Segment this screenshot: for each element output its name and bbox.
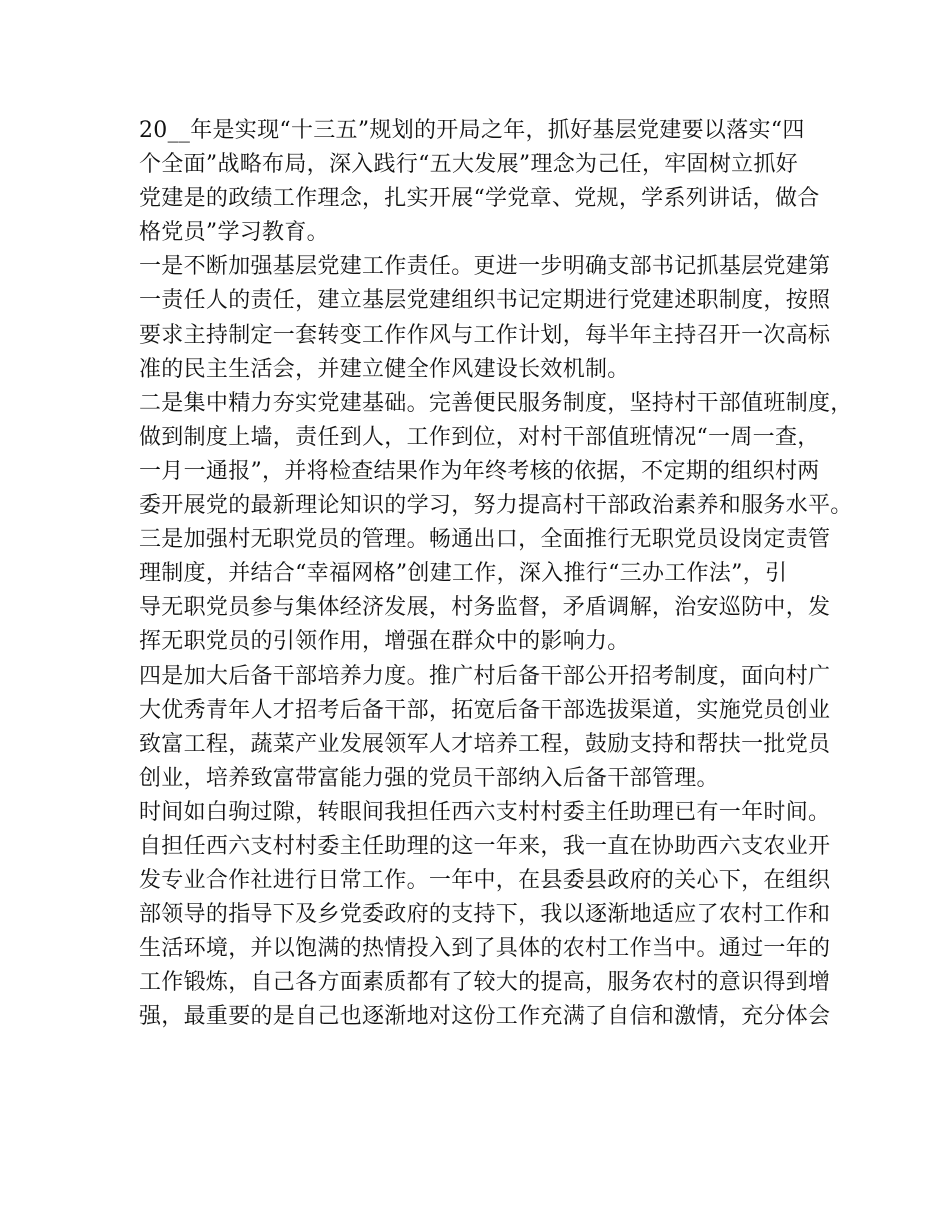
text-line: 创业，培养致富带富能力强的党员干部纳入后备干部管理。 (139, 765, 719, 791)
text-line: 四是加大后备干部培养力度。推广村后备干部公开招考制度，面向村广 (139, 663, 831, 689)
document-body (139, 114, 853, 1035)
text-line: 20__年是实现“十三五”规划的开局之年，抓好基层党建要以落实“四 (139, 118, 805, 143)
text-line: 一是不断加强基层党建工作责任。更进一步明确支部书记抓基层党建第 (139, 254, 831, 280)
text-line: 格党员”学习教育。 (139, 220, 329, 246)
text-line: 生活环境，并以饱满的热情投入到了具体的农村工作当中。通过一年的 (139, 936, 831, 962)
text-line: 部领导的指导下及乡党委政府的支持下，我以逐渐地适应了农村工作和 (139, 902, 831, 928)
text-line: 时间如白驹过隙，转眼间我担任西六支村村委主任助理已有一年时间。 (139, 799, 831, 825)
text-line: 党建是的政绩工作理念，扎实开展“学党章、党规，学系列讲话，做合 (139, 186, 820, 212)
text-line: 一月一通报”，并将检查结果作为年终考核的依据，不定期的组织村两 (139, 458, 820, 484)
text-line: 挥无职党员的引领作用，增强在群众中的影响力。 (139, 629, 630, 655)
text-line: 自担任西六支村村委主任助理的这一年来，我一直在协助西六支农业开 (139, 833, 831, 859)
text-line: 做到制度上墙，责任到人，工作到位，对村干部值班情况“一周一查， (139, 424, 820, 450)
text-line: 大优秀青年人才招考后备干部，拓宽后备干部选拔渠道，实施党员创业 (139, 697, 831, 723)
text-line: 一责任人的责任，建立基层党建组织书记定期进行党建述职制度，按照 (139, 288, 831, 314)
text-line: 理制度，并结合“幸福网格”创建工作，深入推行“三办工作法”，引 (139, 561, 788, 587)
text-line: 二是集中精力夯实党建基础。完善便民服务制度，坚持村干部值班制度， (139, 390, 853, 416)
text-line: 强，最重要的是自己也逐渐地对这份工作充满了自信和激情，充分体会 (139, 1004, 831, 1030)
text-line: 致富工程，蔬菜产业发展领军人才培养工程，鼓励支持和帮扶一批党员 (139, 731, 831, 757)
text-line: 导无职党员参与集体经济发展，村务监督，矛盾调解，治安巡防中，发 (139, 595, 831, 621)
text-line: 委开展党的最新理论知识的学习，努力提高村干部政治素养和服务水平。 (139, 493, 853, 519)
text-line: 要求主持制定一套转变工作作风与工作计划，每半年主持召开一次高标 (139, 322, 831, 348)
text-line: 工作锻炼，自己各方面素质都有了较大的提高，服务农村的意识得到增 (139, 970, 831, 996)
text-line: 三是加强村无职党员的管理。畅通出口，全面推行无职党员设岗定责管 (139, 527, 831, 553)
text-line: 个全面”战略布局，深入践行“五大发展”理念为己任，牢固树立抓好 (139, 152, 799, 178)
text-line: 发专业合作社进行日常工作。一年中，在县委县政府的关心下，在组织 (139, 868, 831, 894)
text-line: 准的民主生活会，并建立健全作风建设长效机制。 (139, 356, 630, 382)
